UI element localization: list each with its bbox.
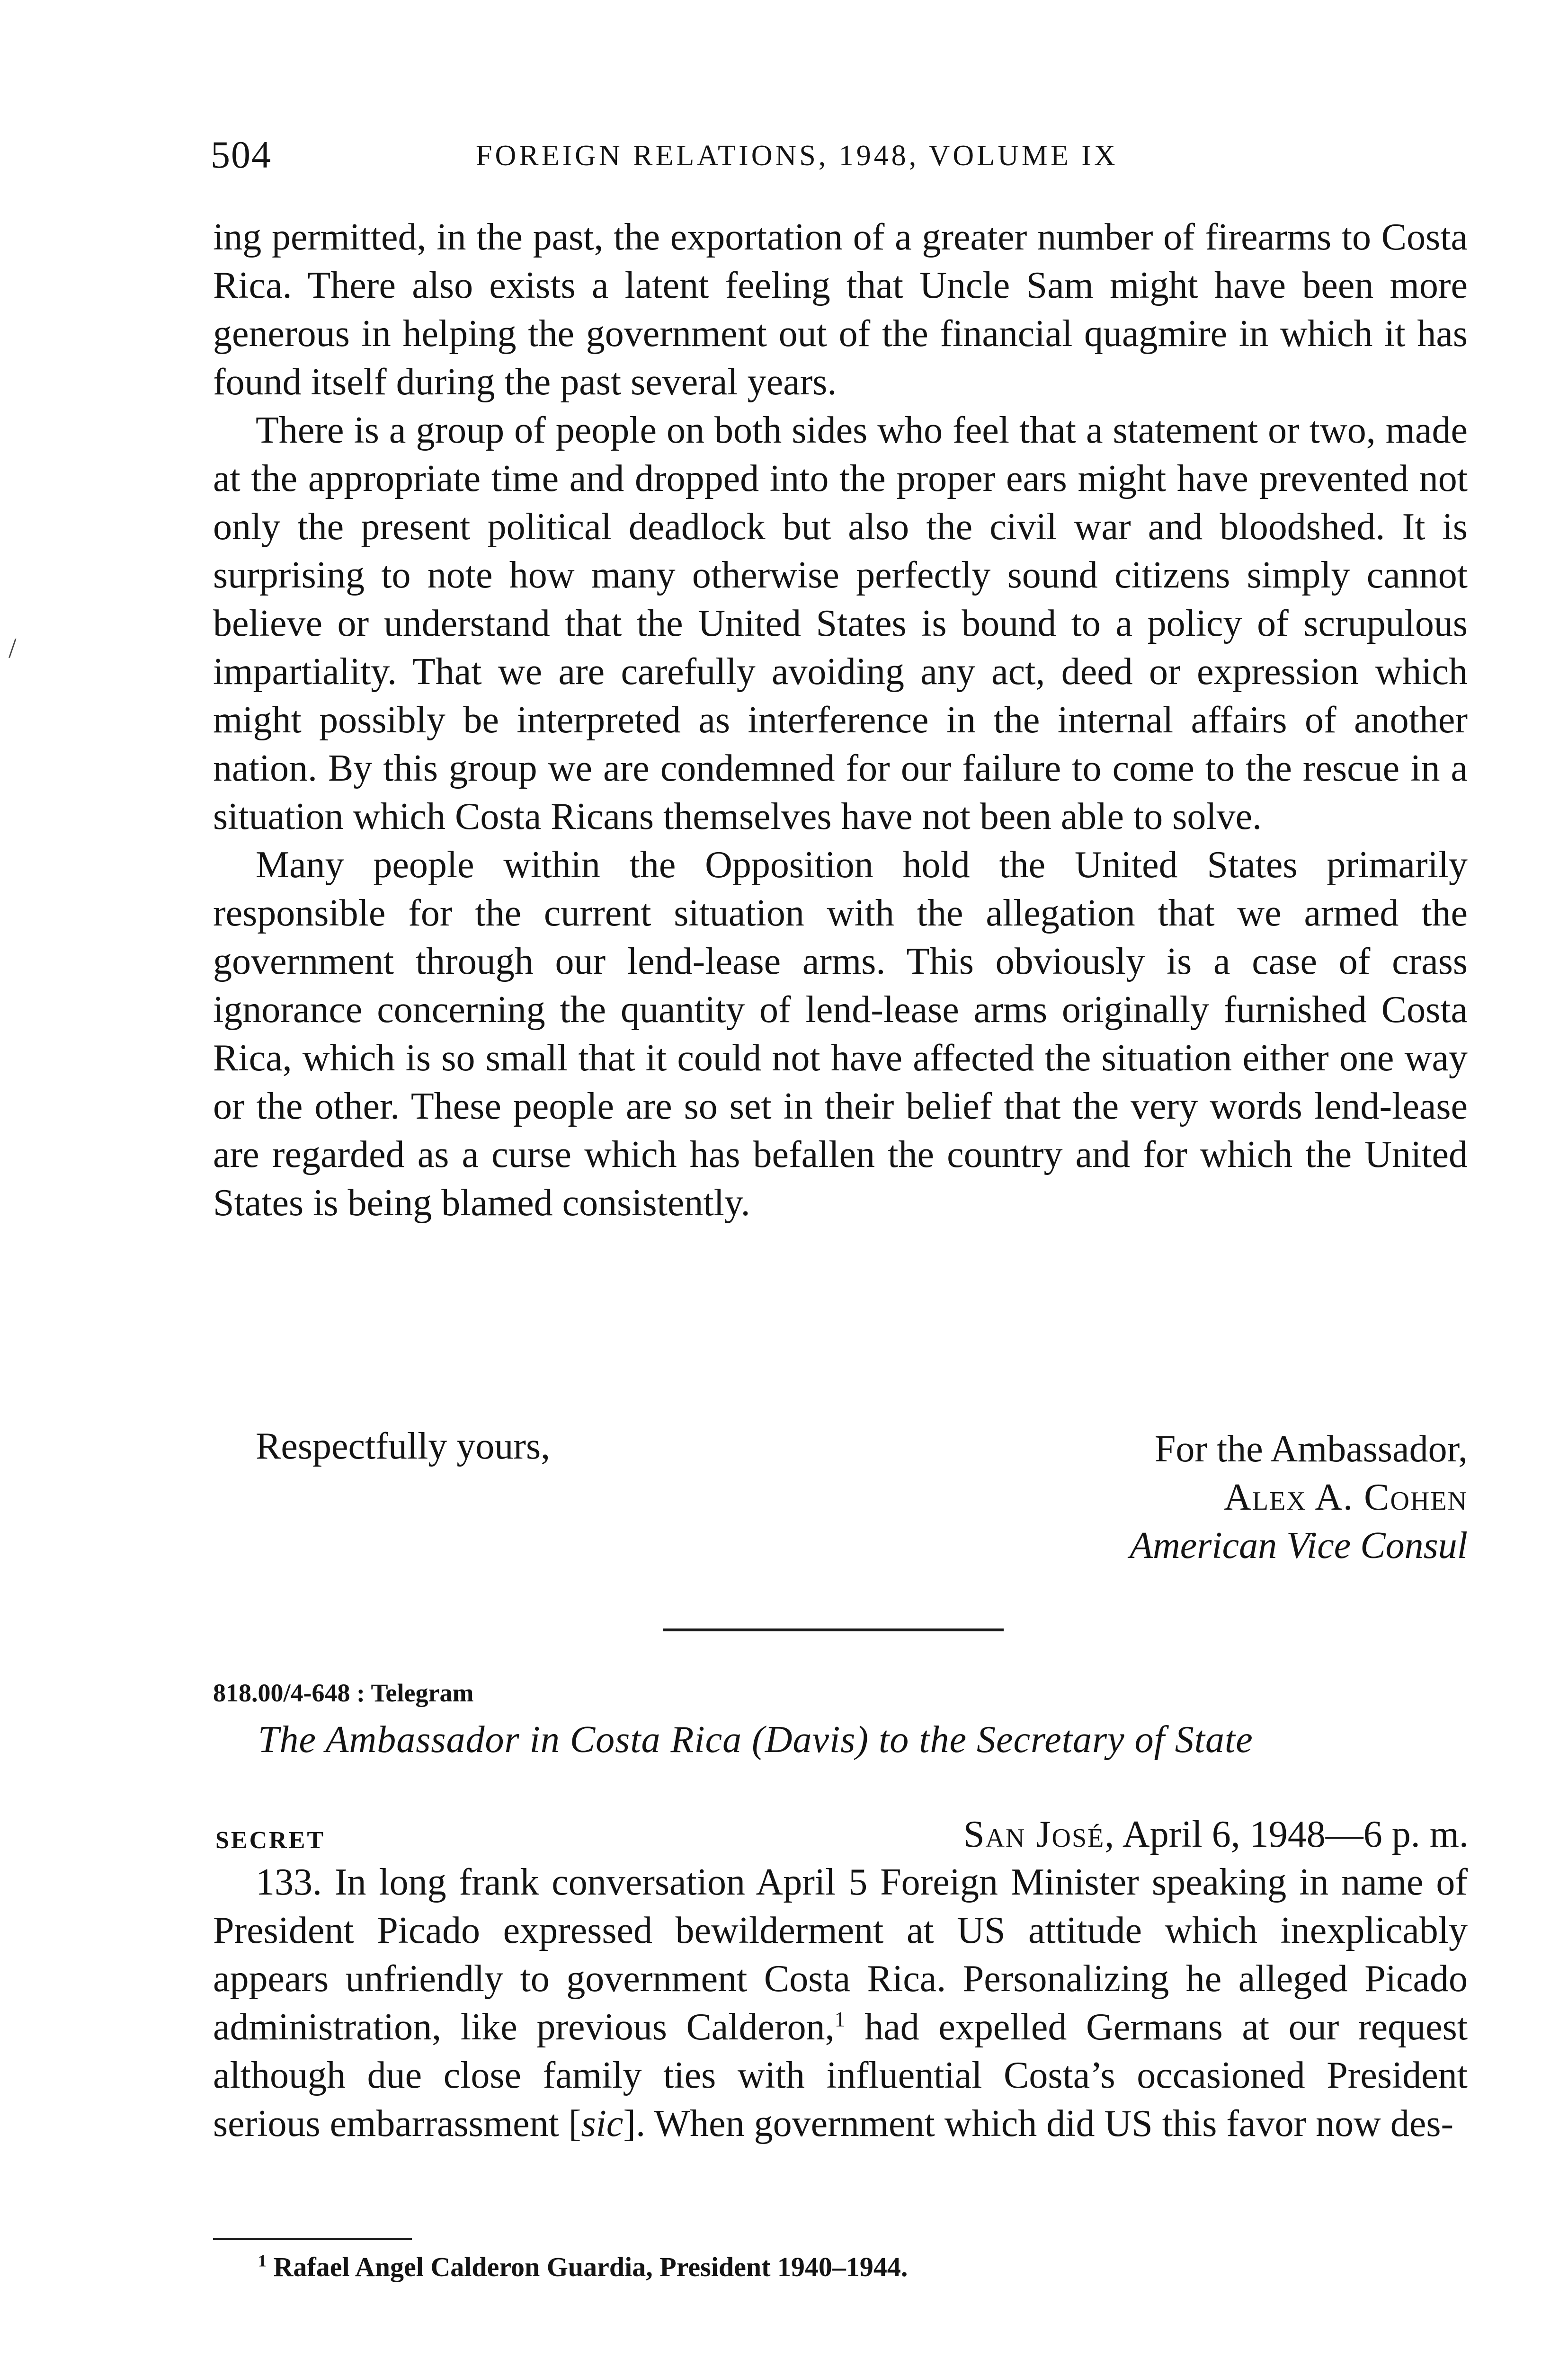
- paragraph-continued: ing permitted, in the past, the exportation of a greater number of firearms to Costa Rica. There also exists a latent feeling that Uncle Sam might have been more generous in helping the government out of the financial quagmire in which it has found itself during the past several years.: [213, 216, 1468, 403]
- footnote-reference: 1: [834, 2007, 846, 2031]
- footnote: [258, 2251, 908, 2283]
- page-header: [211, 133, 1475, 180]
- classification-label: SECRET: [215, 1827, 326, 1854]
- footnote-rule: [213, 2238, 412, 2240]
- document-title: The Ambassador in Costa Rica (Davis) to the Secretary of State: [258, 1719, 1253, 1761]
- file-number: 818.00/4-648 : Telegram: [213, 1679, 474, 1707]
- telegram-paragraph: [213, 1858, 1468, 2148]
- for-line: For the Ambassador,: [1154, 1428, 1468, 1470]
- salutation: Respectfully yours,: [256, 1425, 551, 1467]
- paragraph: There is a group of people on both sides who feel that a statement or two, made at the appropriate time and dropped into the proper ears might have prevented not only the present political deadlock but also the civil war and bloodshed. It is surprising to note how many otherwise perfectly sound citizens simply cannot believe or understand that the United States is bound to a policy of scrupulous impartiality. That we are carefully avoiding any act, deed or expression which might possibly be interpreted as interference in the internal affairs of another nation. By this group we are condemned for our failure to come to the rescue in a situation which Costa Ricans themselves have not been able to solve.: [213, 409, 1468, 837]
- signer-title: American Vice Consul: [1130, 1525, 1468, 1566]
- telegram-text: ]. When government which did US this favor now des-: [623, 2103, 1454, 2145]
- footnote-number: 1: [258, 2251, 267, 2270]
- signer-name: Alex A. Cohen: [1224, 1477, 1468, 1518]
- letter-closing: [213, 1425, 1468, 1576]
- dateline-date: April 6, 1948—6 p. m.: [1122, 1814, 1469, 1855]
- sic-annotation: sic: [581, 2103, 624, 2145]
- telegram-text: 133. In long frank conversation April 5 Foreign Minister speaking in name of President Picado expressed bewilderment at US attitude which inexplicably appears unfriendly to government Costa Rica. Personalizing he alleged Picado administration, like previous Calderon,: [213, 1861, 1468, 2048]
- letter-body: [213, 213, 1468, 1227]
- paragraph: Many people within the Opposition hold the United States primarily responsible for the current situation with the allegation that we armed the government through our lend-lease arms. This obviously is a case of crass ignorance concerning the quantity of lend-lease arms originally furnished Costa Rica, which is so small that it could not have affected the situation either one way or the other. These people are so set in their belief that the very words lend-lease are regarded as a curse which has befallen the country and for which the United States is being blamed consistently.: [213, 844, 1468, 1224]
- telegram-body: [213, 1858, 1468, 2148]
- dateline-place: San José,: [963, 1814, 1115, 1855]
- running-head: FOREIGN RELATIONS, 1948, VOLUME IX: [476, 140, 1118, 172]
- footnote-text: Rafael Angel Calderon Guardia, President 1940–1944.: [267, 2251, 908, 2282]
- page-number: 504: [211, 133, 272, 176]
- margin-pencil-mark: /: [9, 632, 17, 664]
- telegram-text: had expelled Germans at our request although due close family ties with influential Costa’s occasioned President serious embarrassment [: [213, 2006, 1468, 2145]
- section-divider: [663, 1628, 1004, 1631]
- dateline: [963, 1813, 1469, 1856]
- signature-block: [1130, 1425, 1468, 1570]
